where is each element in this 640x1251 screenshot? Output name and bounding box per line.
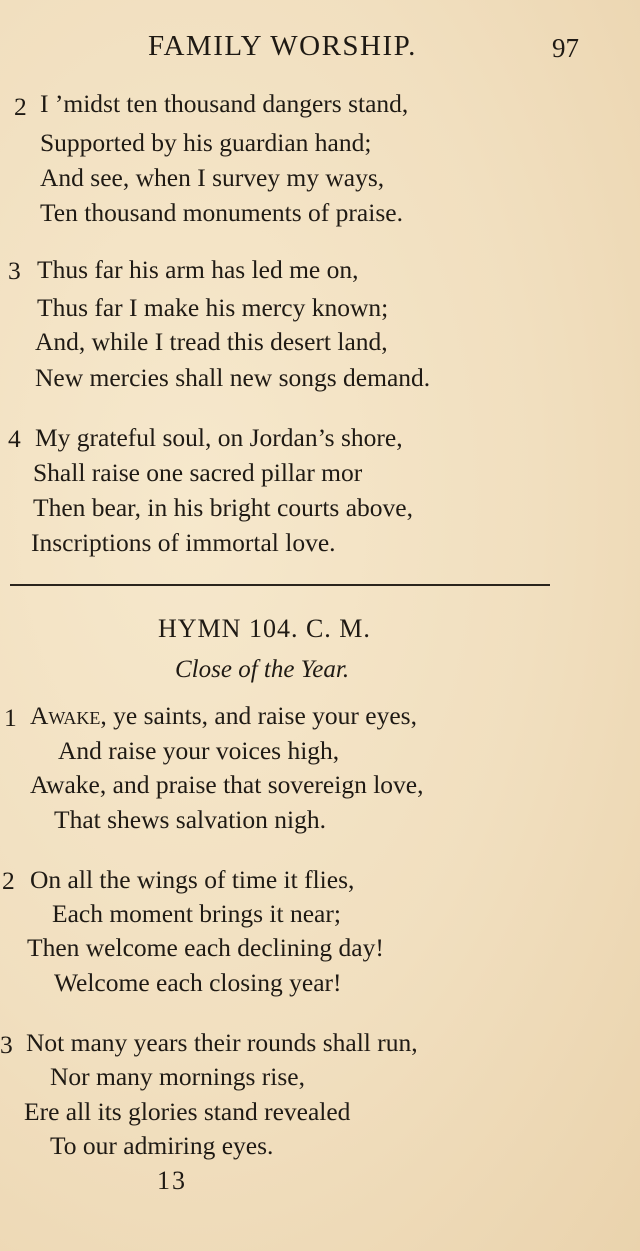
verse-line: Nor many mornings rise, xyxy=(50,1062,305,1091)
verse-number: 3 xyxy=(8,256,21,285)
verse-line: And, while I tread this desert land, xyxy=(35,327,388,356)
section-rule xyxy=(10,584,550,586)
verse-line: Supported by his guardian hand; xyxy=(40,128,372,157)
verse-line: I ’midst ten thousand dangers stand, xyxy=(40,89,409,118)
verse-line: Thus far I make his mercy known; xyxy=(37,293,389,322)
verse-number: 2 xyxy=(2,866,15,895)
verse-number: 2 xyxy=(14,92,27,121)
verse-line: Ere all its glories stand revealed xyxy=(24,1097,351,1126)
verse-line: Shall raise one sacred pillar mor xyxy=(33,458,363,487)
page-number: 97 xyxy=(552,33,579,63)
verse-first-rest: , ye saints, and raise your eyes, xyxy=(100,701,417,730)
verse-line: Then welcome each declining day! xyxy=(27,933,384,962)
hymn-title: HYMN 104. C. M. xyxy=(158,614,371,643)
verse-line: Welcome each closing year! xyxy=(54,968,342,997)
verse-first-word: Awake xyxy=(30,701,101,730)
verse-line: New mercies shall new songs demand. xyxy=(35,363,431,392)
verse-line: Awake, and praise that sovereign love, xyxy=(30,770,424,799)
verse-line: And see, when I survey my ways, xyxy=(40,163,385,192)
verse-line: To our admiring eyes. xyxy=(50,1131,274,1160)
verse-number: 1 xyxy=(4,703,17,732)
verse-line: Then bear, in his bright courts above, xyxy=(33,493,413,522)
verse-line: My grateful soul, on Jordan’s shore, xyxy=(35,423,403,452)
verse-line: Ten thousand monuments of praise. xyxy=(40,198,403,227)
verse-line: Not many years their rounds shall run, xyxy=(26,1028,418,1057)
verse-number: 3 xyxy=(0,1030,13,1059)
verse-number: 4 xyxy=(8,424,21,453)
verse-line xyxy=(30,699,417,733)
hymn-subtitle: Close of the Year. xyxy=(175,656,350,683)
verse-line: On all the wings of time it flies, xyxy=(30,865,355,894)
verse-line: And raise your voices high, xyxy=(58,736,340,765)
verse-line: Inscriptions of immortal love. xyxy=(31,528,336,557)
signature-mark: 13 xyxy=(157,1166,187,1195)
verse-line: That shews salvation nigh. xyxy=(54,805,326,834)
running-head: FAMILY WORSHIP. xyxy=(148,30,417,62)
verse-line: Each moment brings it near; xyxy=(52,899,341,928)
verse-line: Thus far his arm has led me on, xyxy=(37,255,359,284)
